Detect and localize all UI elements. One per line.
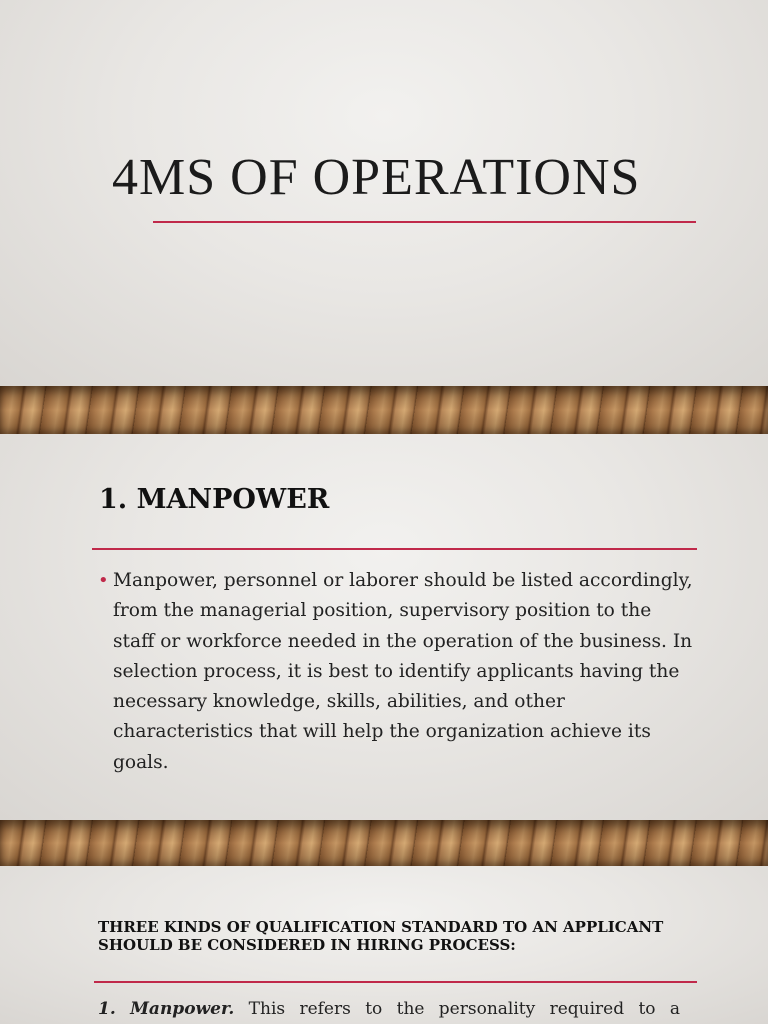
- list-item: [98, 566, 694, 778]
- wood-floor-divider: [0, 820, 768, 866]
- bullet-text: Manpower, personnel or laborer should be listed accordingly, from the managerial position, supervisory position to the staff or workforce needed in the operation of the business. In selection process, it is best to identify applicants having the necessary knowledge, skills, abilities, and other characteristics that will help the organization achieve its goals.: [113, 570, 693, 773]
- qualification-heading-line-2: SHOULD BE CONSIDERED IN HIRING PROCESS:: [98, 936, 516, 954]
- qualification-heading-line-1: THREE KINDS OF QUALIFICATION STANDARD TO AN APPLICANT: [98, 918, 664, 936]
- slide-title: [0, 0, 768, 386]
- qualification-item: [98, 994, 680, 1024]
- item-term: Manpower.: [130, 999, 235, 1019]
- title-divider: [153, 221, 696, 223]
- bullet-icon: •: [98, 570, 109, 591]
- manpower-divider: [92, 548, 697, 550]
- slide-title-heading: 4MS OF OPERATIONS: [112, 149, 641, 206]
- item-text: This refers to the personality required to a: [248, 999, 681, 1019]
- manpower-bullet-list: [98, 566, 694, 778]
- wood-floor-divider: [0, 386, 768, 434]
- qualification-divider: [94, 981, 697, 983]
- manpower-heading: 1. MANPOWER: [99, 484, 330, 515]
- item-number: 1.: [98, 999, 116, 1019]
- qualification-heading: [98, 918, 663, 954]
